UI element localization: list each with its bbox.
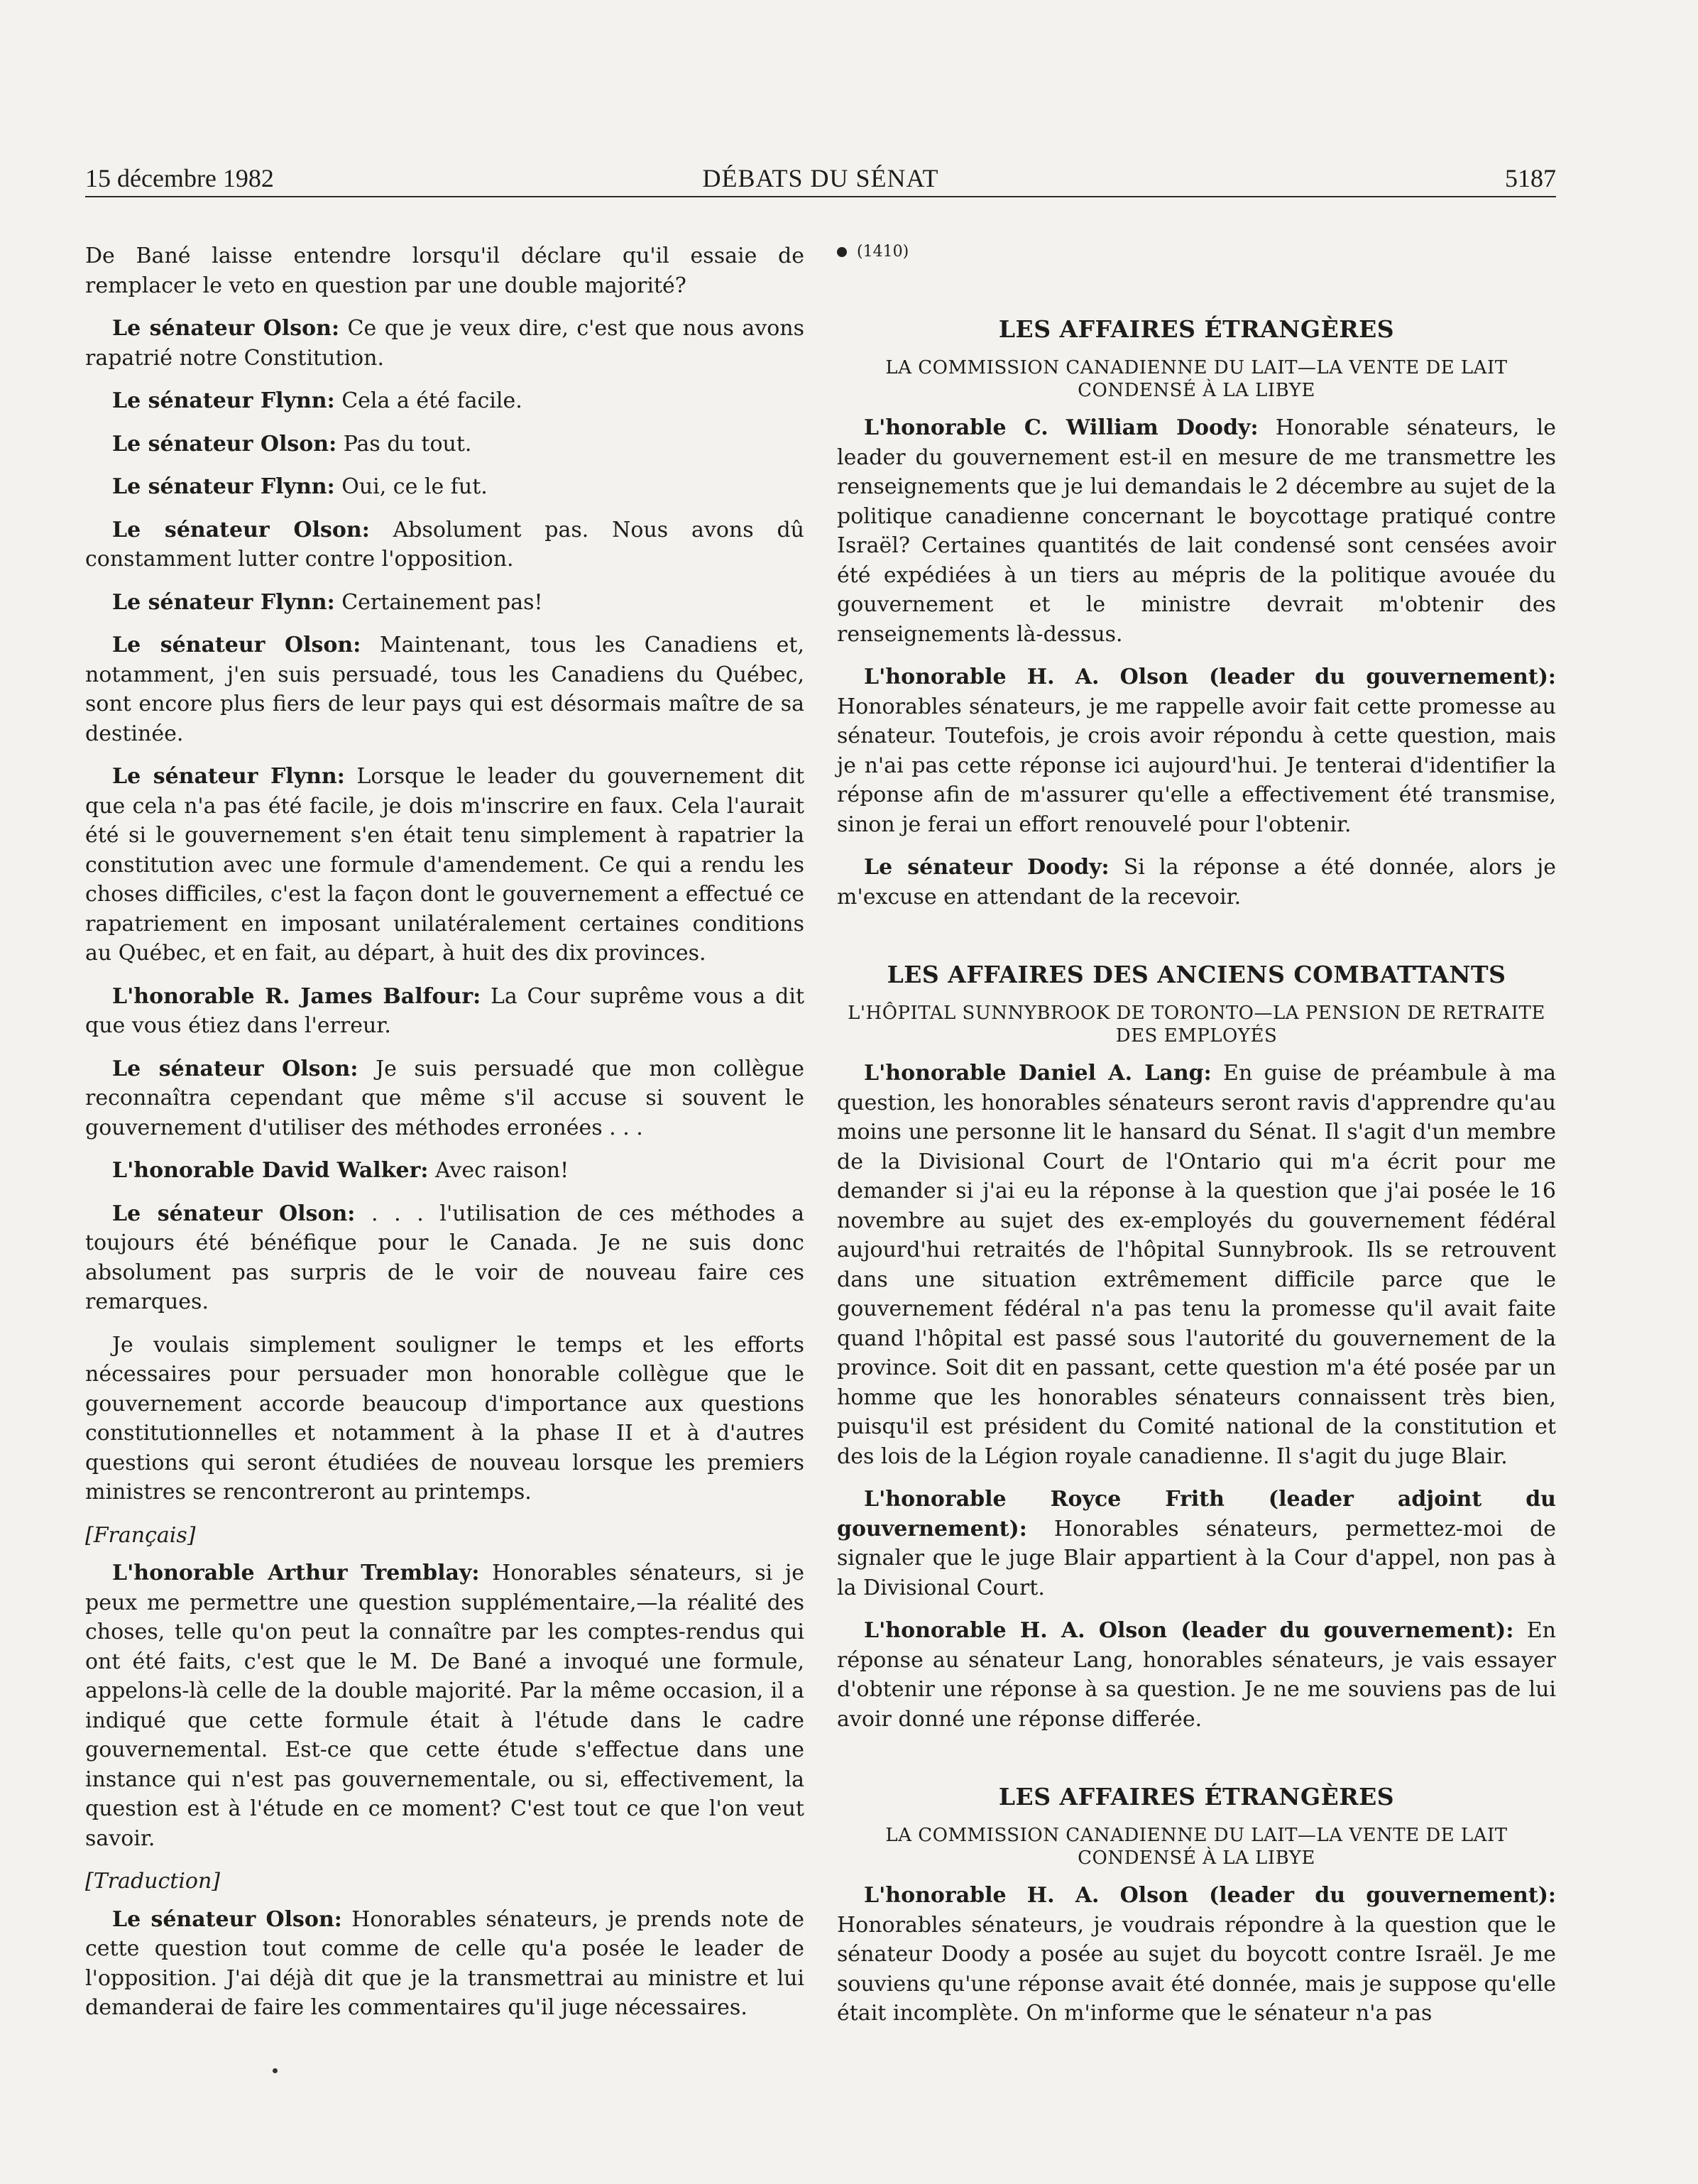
page-header: [85, 160, 1556, 197]
speech-text: Honorable sénateurs, le leader du gouvernement est-il en mesure de me transmettre les renseignements que je lui demandais le 2 décembre au sujet de la politique canadienne concernant le boycottage pratiqué contre Israël? Certaines quantités de lait condensé sont censées avoir été expédiées à un tiers au mépris de la politique avouée du gouvernement et le ministre devrait m'obtenir des renseignements là-dessus.: [837, 415, 1556, 647]
speaker-name: L'honorable C. William Doody:: [864, 415, 1259, 440]
speech-text: En réponse au sénateur Lang, honorables sénateurs, je vais essayer d'obtenir une réponse à sa question. Je ne me souviens pas de lui avoir donné une réponse differée.: [837, 1618, 1556, 1732]
section-subtitle: L'HÔPITAL SUNNYBROOK DE TORONTO—LA PENSION DE RETRAITE DES EMPLOYÉS: [848, 1003, 1545, 1047]
speech-text: Honorables sénateurs, je prends note de cette question tout comme de celle qu'a posée le leader de l'opposition. J'ai déjà dit que je la transmettrai au ministre et lui demanderai de faire les commentaires qu'il juge nécessaires.: [85, 1906, 805, 2020]
speaker-name: L'honorable Arthur Tremblay:: [112, 1561, 480, 1585]
speech-text: Honorables sénateurs, je voudrais répondre à la question que le sénateur Doody a posée au sujet du boycott contre Israël. Je me souviens qu'une réponse avait été donnée, mais je suppose qu'elle était incomplète. On m'informe que le sénateur n'a pas: [837, 1912, 1556, 2026]
speaker-name: Le sénateur Olson:: [112, 431, 337, 457]
speech-text: Si la réponse a été donnée, alors je m'excuse en attendant de la recevoir.: [837, 855, 1557, 910]
paragraph: [85, 982, 804, 1041]
paragraph: [85, 314, 804, 373]
speaker-name: Le sénateur Olson:: [112, 1056, 358, 1081]
speaker-name: Le sénateur Olson:: [112, 316, 340, 341]
speaker-name: Le sénateur Flynn:: [112, 764, 345, 789]
language-tag: [Traduction]: [85, 1869, 221, 1894]
speech-text: . . . l'utilisation de ces méthodes a toujours été bénéfique pour le Canada. Je ne suis donc absolument pas surpris de le voir de nouveau faire ces remarques.: [85, 1201, 804, 1314]
speaker-name: Le sénateur Olson:: [112, 633, 361, 657]
speech-text: Avec raison!: [428, 1158, 569, 1183]
section-title: LES AFFAIRES ÉTRANGÈRES: [998, 1783, 1395, 1811]
speaker-name: Le sénateur Doody:: [864, 855, 1110, 880]
speaker-name: Le sénateur Olson:: [112, 1201, 356, 1226]
speaker-name: L'honorable H. A. Olson (leader du gouvernement):: [864, 665, 1556, 689]
speaker-name: Le sénateur Flynn:: [112, 589, 335, 615]
header-date: 15 décembre 1982: [85, 164, 274, 192]
paragraph: [85, 1054, 804, 1143]
speaker-name: Le sénateur Olson:: [112, 517, 370, 542]
paragraph: [837, 662, 1556, 839]
speaker-name: L'honorable R. James Balfour:: [112, 983, 481, 1009]
section-subtitle: LA COMMISSION CANADIENNE DU LAIT—LA VENTE DE LAIT CONDENSÉ À LA LIBYE: [885, 1825, 1508, 1869]
paragraph: [85, 1558, 804, 1853]
speaker-name: L'honorable Daniel A. Lang:: [864, 1061, 1212, 1086]
paragraph: [85, 472, 804, 502]
speaker-name: Le sénateur Olson:: [112, 1906, 342, 1932]
paragraph: [85, 430, 804, 459]
speech-text: Honorables sénateurs, je me rappelle avoir fait cette promesse au sénateur. Toutefois, je crois avoir répondu à cette question, mais je n'ai pas cette réponse ici aujourd'hui. Je tenterai d'identifier la réponse afin de m'assurer qu'elle a effectivement été transmise, sinon je ferai un effort renouvelé pour l'obtenir.: [837, 694, 1556, 837]
paragraph: [85, 762, 804, 968]
section-title: LES AFFAIRES DES ANCIENS COMBATTANTS: [887, 961, 1506, 988]
speech-text: La Cour suprême vous a dit que vous étiez dans l'erreur.: [85, 983, 805, 1038]
bullet-icon: [837, 247, 847, 257]
paragraph: [85, 515, 804, 574]
speaker-name: Le sénateur Flynn:: [112, 474, 335, 499]
paragraph: [85, 1199, 804, 1317]
paragraph: [837, 1881, 1556, 2029]
paragraph: [85, 1156, 804, 1186]
header-page-number: 5187: [1505, 164, 1556, 192]
paragraph: Je voulais simplement souligner le temps et les efforts nécessaires pour persuader mon honorable collègue que le gouvernement accorde beaucoup d'importance aux questions constitutionnelles et notamment à la phase II et à d'autres questions qui seront étudiées de nouveau lorsque les premiers ministres se rencontreront au printemps.: [85, 1332, 804, 1505]
speaker-name: L'honorable H. A. Olson (leader du gouvernement):: [864, 1618, 1514, 1643]
paragraph: De Bané laisse entendre lorsqu'il déclare qu'il essaie de remplacer le veto en question par une double majorité?: [85, 244, 804, 298]
speech-text: Pas du tout.: [336, 431, 472, 457]
speech-text: En guise de préambule à ma question, les honorables sénateurs seront ravis d'apprendre qu'au moins une personne lit le hansard du Sénat. Il s'agit d'un membre de la Divisional Court de l'Ontario qui m'a écrit pour me demander si j'ai eu la réponse à la question que j'ai posée le 16 novembre au sujet des ex-employés du gouvernement fédéral aujourd'hui retraités de l'hôpital Sunnybrook. Ils se retrouvent dans une situation extrêmement difficile parce que le gouvernement fédéral n'a pas tenu la promesse qu'il avait faite quand l'hôpital est passé sous l'autorité du gouvernement de la province. Soit dit en passant, cette question m'a été posée par un homme que les honorables sénateurs connaissent très bien, puisqu'il est président du Comité national de la constitution et des lois de la Légion royale canadienne. Il s'agit du juge Blair.: [837, 1061, 1557, 1469]
paragraph: [85, 1905, 804, 2023]
speech-text: Lorsque le leader du gouvernement dit que cela n'a pas été facile, je dois m'inscrire en faux. Cela l'aurait été si le gouvernement s'en était tenu simplement à rapatrier la constitution avec une formule d'amendement. Ce qui a rendu les choses difficiles, c'est la façon dont le gouvernement a effectué ce rapatriement en imposant unilatéralement certaines conditions au Québec, et en fait, au départ, à huit des dix provinces.: [85, 764, 804, 966]
paragraph: [837, 1059, 1556, 1471]
speaker-name: L'honorable David Walker:: [112, 1158, 429, 1183]
section-title: LES AFFAIRES ÉTRANGÈRES: [998, 315, 1395, 343]
speech-text: Je suis persuadé que mon collègue reconnaîtra cependant que même s'il accuse si souvent le gouvernement d'utiliser des méthodes erronées . . .: [85, 1056, 804, 1140]
speech-text: Cela a été facile.: [334, 388, 522, 413]
header-title: DÉBATS DU SÉNAT: [702, 164, 939, 192]
speaker-name: L'honorable H. A. Olson (leader du gouvernement):: [864, 1883, 1556, 1908]
speech-text: Oui, ce le fut.: [334, 474, 488, 499]
left-column: [85, 241, 804, 2036]
speech-text: Honorables sénateurs, si je peux me permettre une question supplémentaire,—la réalité des choses, telle qu'on peut la connaître par les comptes-rendus qui ont été faits, c'est que le M. De Bané a invoqué une formule, appelons-là celle de la double majorité. Par la même occasion, il a indiqué que cette formule était à l'étude dans le cadre gouvernemental. Est-ce que cette étude s'effectue dans une instance qui n'est pas gouvernementale, ou si, effectivement, la question est à l'étude en ce moment? C'est tout ce que l'on veut savoir.: [85, 1561, 804, 1851]
paragraph: [837, 1616, 1556, 1734]
speech-text: Maintenant, tous les Canadiens et, notamment, j'en suis persuadé, tous les Canadiens du Québec, sont encore plus fiers de leur pays qui est désormais maître de sa destinée.: [85, 633, 805, 746]
paragraph: [85, 630, 804, 748]
paragraph: [837, 853, 1556, 912]
speaker-name: Le sénateur Flynn:: [112, 388, 335, 413]
time-marker-text: (1410): [857, 243, 909, 261]
time-marker: [837, 241, 1556, 263]
paragraph: [837, 413, 1556, 649]
speaker-name: L'honorable Royce Frith (leader adjoint du gouvernement):: [837, 1487, 1556, 1541]
speech-text: Honorables sénateurs, permettez-moi de signaler que le juge Blair appartient à la Cour d'appel, non pas à la Divisional Court.: [837, 1516, 1556, 1600]
section-subtitle: LA COMMISSION CANADIENNE DU LAIT—LA VENTE DE LAIT CONDENSÉ À LA LIBYE: [885, 357, 1508, 401]
paragraph: [837, 1485, 1556, 1602]
speech-text: Ce que je veux dire, c'est que nous avons rapatrié notre Constitution.: [85, 316, 804, 371]
paragraph: [85, 386, 804, 416]
print-mark: [273, 2068, 278, 2073]
speech-text: Certainement pas!: [334, 589, 543, 615]
speech-text: Absolument pas. Nous avons dû constamment lutter contre l'opposition.: [85, 517, 804, 572]
right-column: [837, 241, 1556, 2042]
language-tag: [Français]: [85, 1522, 196, 1548]
paragraph: [85, 588, 804, 618]
